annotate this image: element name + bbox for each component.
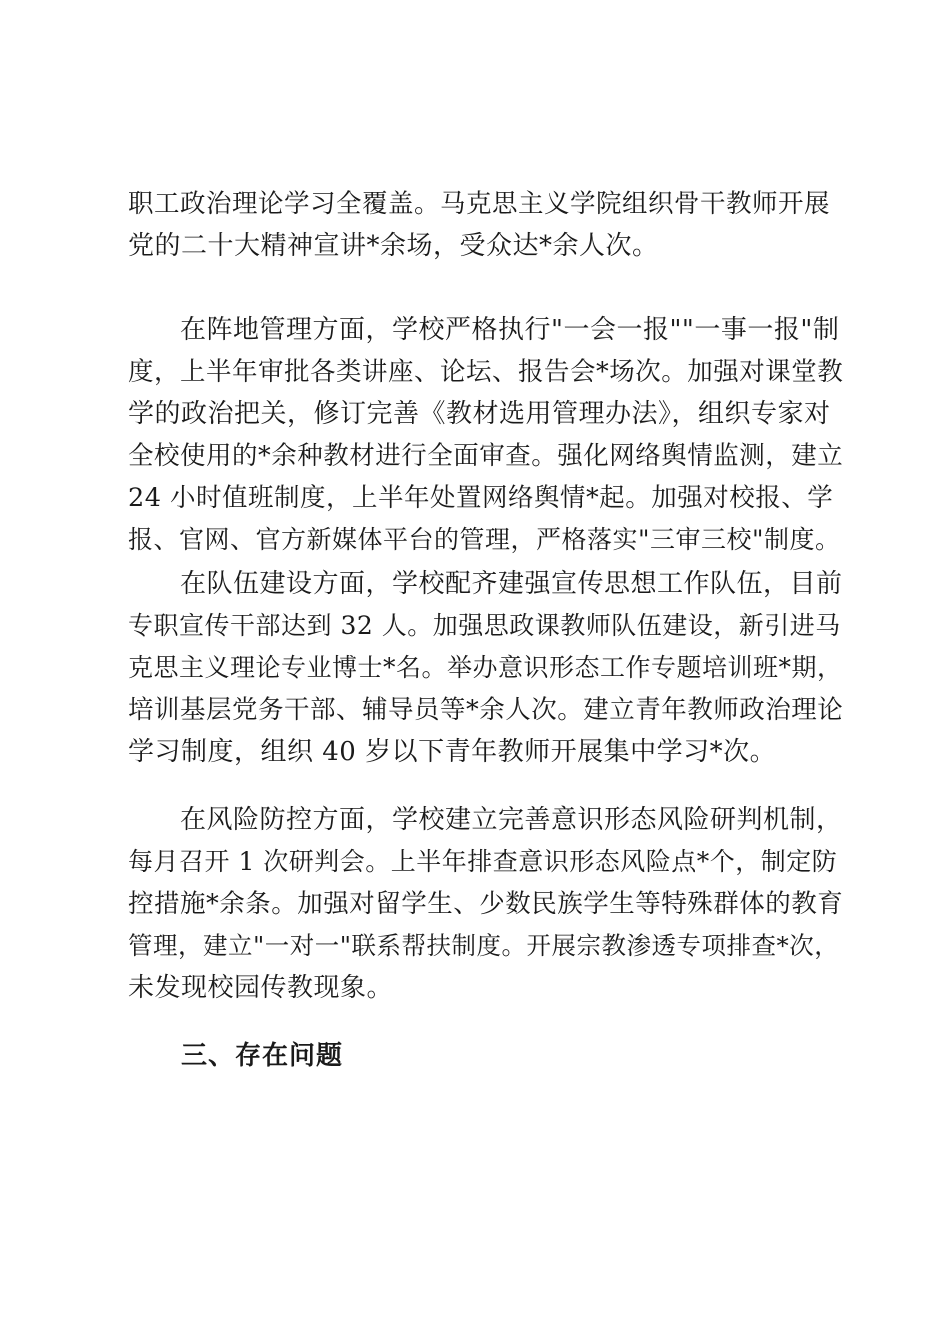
text-line: 专职宣传干部达到 32 人。加强思政课教师队伍建设，新引进马 bbox=[128, 611, 841, 640]
text-line: 在阵地管理方面，学校严格执行"一会一报""一事一报"制 bbox=[180, 315, 840, 345]
text-line: 每月召开 1 次研判会。上半年排查意识形态风险点*个，制定防 bbox=[128, 847, 838, 876]
text-line: 全校使用的*余种教材进行全面审查。强化网络舆情监测，建立 bbox=[128, 441, 844, 471]
text-line: 在风险防控方面，学校建立完善意识形态风险研判机制， bbox=[180, 805, 843, 835]
text-line: 党的二十大精神宣讲*余场，受众达*余人次。 bbox=[128, 231, 659, 261]
text-line: 培训基层党务干部、辅导员等*余人次。建立青年教师政治理论 bbox=[128, 695, 844, 725]
text-line: 未发现校园传教现象。 bbox=[128, 973, 394, 1003]
text-line: 学习制度，组织 40 岁以下青年教师开展集中学习*次。 bbox=[128, 737, 777, 767]
text-line: 在队伍建设方面，学校配齐建强宣传思想工作队伍，目前 bbox=[180, 569, 843, 599]
section-heading: 三、存在问题 bbox=[181, 1041, 344, 1071]
text-line: 职工政治理论学习全覆盖。马克思主义学院组织骨干教师开展 bbox=[128, 189, 831, 219]
text-line: 学的政治把关，修订完善《教材选用管理办法》，组织专家对 bbox=[128, 399, 831, 429]
text-line: 24 小时值班制度，上半年处置网络舆情*起。加强对校报、学 bbox=[128, 483, 834, 513]
text-line: 控措施*余条。加强对留学生、少数民族学生等特殊群体的教育 bbox=[128, 889, 844, 919]
text-line: 度，上半年审批各类讲座、论坛、报告会*场次。加强对课堂教 bbox=[128, 357, 844, 387]
text-line: 报、官网、官方新媒体平台的管理，严格落实"三审三校"制度。 bbox=[128, 525, 841, 554]
text-line: 管理，建立"一对一"联系帮扶制度。开展宗教渗透专项排查*次， bbox=[128, 931, 840, 960]
text-line: 克思主义理论专业博士*名。举办意识形态工作专题培训班*期， bbox=[128, 653, 843, 682]
